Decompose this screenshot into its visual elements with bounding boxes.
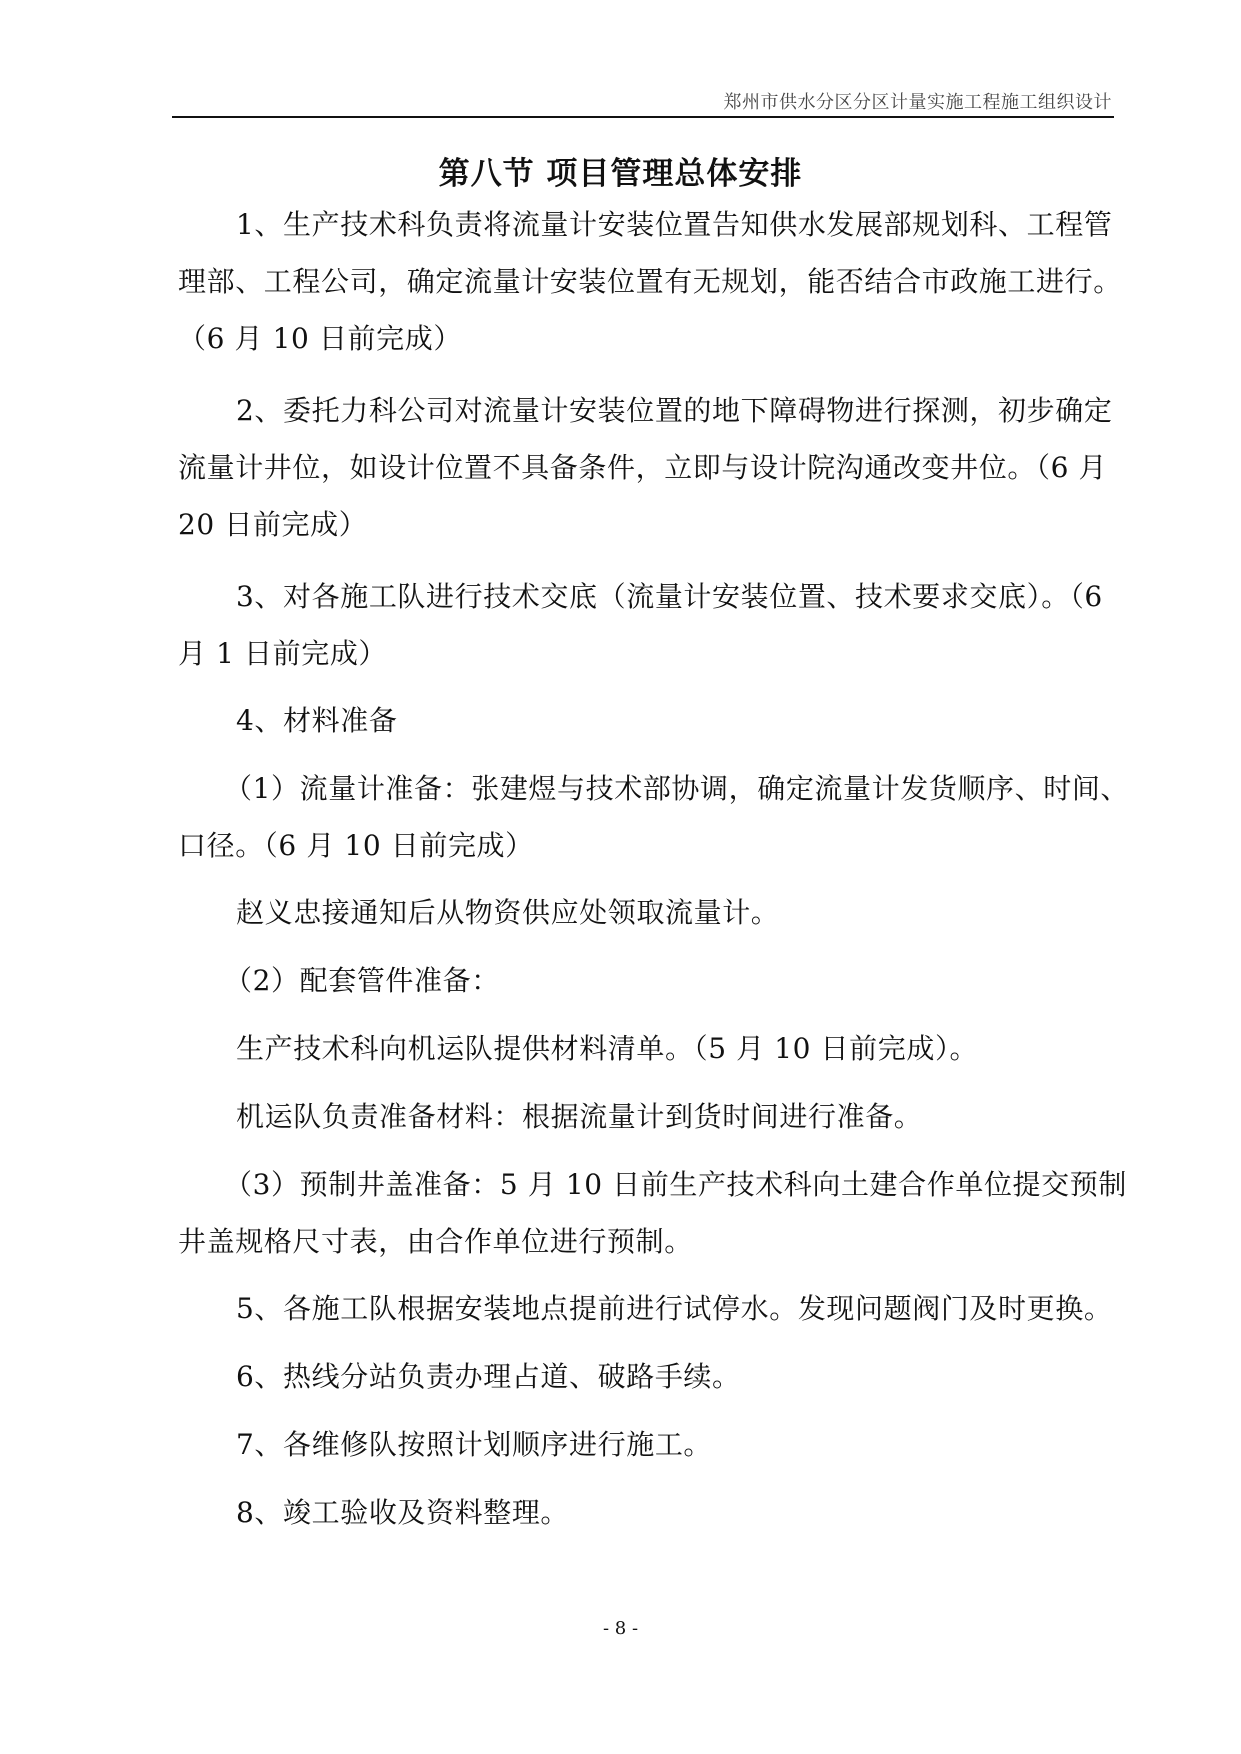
paragraph-line: 8、竣工验收及资料整理。 xyxy=(236,1496,570,1529)
paragraph-9 xyxy=(178,1088,1118,1145)
paragraph-line: 井盖规格尺寸表，由合作单位进行预制。 xyxy=(178,1225,693,1258)
paragraph-line: 5、各施工队根据安装地点提前进行试停水。发现问题阀门及时更换。 xyxy=(236,1292,1113,1325)
paragraph-8 xyxy=(178,1020,1118,1077)
paragraph-line: （2）配套管件准备： xyxy=(224,964,500,997)
paragraph-14 xyxy=(178,1484,1118,1541)
paragraph-line: 1、生产技术科负责将流量计安装位置告知供水发展部规划科、工程管 xyxy=(236,208,1113,241)
paragraph-line: 20 日前完成） xyxy=(178,508,368,541)
paragraph-line: 机运队负责准备材料：根据流量计到货时间进行准备。 xyxy=(236,1100,923,1133)
paragraph-4 xyxy=(178,692,1118,749)
paragraph-line: 月 1 日前完成） xyxy=(178,637,388,670)
paragraph-line: 口径。（6 月 10 日前完成） xyxy=(178,829,534,862)
paragraph-3 xyxy=(178,568,1118,682)
paragraph-line: 3、对各施工队进行技术交底（流量计安装位置、技术要求交底）。（6 xyxy=(236,580,1103,613)
paragraph-line: 赵义忠接通知后从物资供应处领取流量计。 xyxy=(236,896,780,929)
paragraph-line: （3）预制井盖准备：5 月 10 日前生产技术科向土建合作单位提交预制 xyxy=(224,1168,1127,1201)
paragraph-line: （6 月 10 日前完成） xyxy=(178,322,462,355)
paragraph-line: 2、委托力科公司对流量计安装位置的地下障碍物进行探测，初步确定 xyxy=(236,394,1113,427)
paragraph-2 xyxy=(178,382,1118,553)
paragraph-line: 6、热线分站负责办理占道、破路手续。 xyxy=(236,1360,741,1393)
paragraph-line: 7、各维修队按照计划顺序进行施工。 xyxy=(236,1428,713,1461)
paragraph-line: （1）流量计准备：张建煜与技术部协调，确定流量计发货顺序、时间、 xyxy=(224,772,1130,805)
paragraph-line: 理部、工程公司，确定流量计安装位置有无规划，能否结合市政施工进行。 xyxy=(178,265,1122,298)
paragraph-line: 4、材料准备 xyxy=(236,704,398,737)
page-number: - 8 - xyxy=(602,1618,639,1639)
paragraph-1 xyxy=(178,196,1122,367)
header-doc-title: 郑州市供水分区分区计量实施工程施工组织设计 xyxy=(723,92,1112,113)
paragraph-12 xyxy=(178,1348,1118,1405)
paragraph-6 xyxy=(178,884,1118,941)
paragraph-5 xyxy=(178,760,1130,874)
section-title: 第八节 项目管理总体安排 xyxy=(438,156,803,192)
page-header xyxy=(172,86,1114,118)
paragraph-13 xyxy=(178,1416,1118,1473)
paragraph-11 xyxy=(178,1280,1118,1337)
paragraph-line: 流量计井位，如设计位置不具备条件，立即与设计院沟通改变井位。（6 月 xyxy=(178,451,1108,484)
paragraph-10 xyxy=(178,1156,1127,1270)
paragraph-7 xyxy=(178,952,1118,1009)
paragraph-line: 生产技术科向机运队提供材料清单。（5 月 10 日前完成）。 xyxy=(236,1032,979,1065)
